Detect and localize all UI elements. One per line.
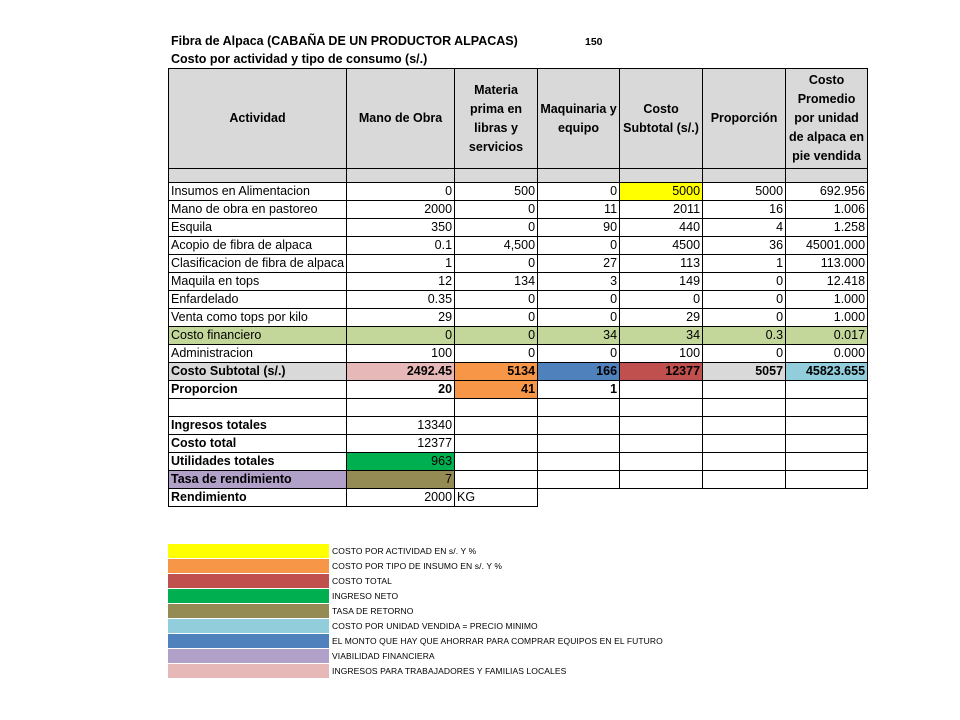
col-header-costo-subtotal: Costo Subtotal (s/.) [620,69,703,169]
legend-item [168,648,663,663]
table-cell: 12.418 [786,273,868,291]
utilidades-value: 963 [347,453,455,471]
summary-rendimiento-row [169,489,868,507]
col-header-maquinaria: Maquinaria y equipo [538,69,620,169]
summary-costo-row [169,435,868,453]
col-header-proporcion: Proporción [703,69,786,169]
legend-text: COSTO TOTAL [332,575,392,586]
legend-swatch [168,604,329,618]
utilidades-label: Utilidades totales [169,453,347,471]
col-header-materia-prima: Materia prima en libras y servicios [455,69,538,169]
table-row [169,255,868,273]
ingresos-value: 13340 [347,417,455,435]
row-label: Esquila [169,219,347,237]
table-cell: 3 [538,273,620,291]
row-label: Clasificacion de fibra de alpaca [169,255,347,273]
col-header-costo-promedio: Costo Promedio por unidad de alpaca en pie vendida [786,69,868,169]
subtotal-label: Costo Subtotal (s/.) [169,363,347,381]
table-cell: 1.000 [786,309,868,327]
legend-swatch [168,619,329,633]
table-cell: 0 [455,345,538,363]
table-row [169,327,868,345]
table-cell: 2011 [620,201,703,219]
table-cell: 1 [347,255,455,273]
legend-swatch [168,664,329,678]
legend-item [168,618,663,633]
table-cell: 0 [703,309,786,327]
proporcion-label: Proporcion [169,381,347,399]
legend-item [168,558,663,573]
table-cell: 500 [455,183,538,201]
table-cell: 11 [538,201,620,219]
table-cell: 0 [538,345,620,363]
summary-tasa-row [169,471,868,489]
table-cell: 0 [538,183,620,201]
table-cell: 0.1 [347,237,455,255]
table-cell: 29 [347,309,455,327]
table-row [169,183,868,201]
table-cell: 1.258 [786,219,868,237]
table-cell: 100 [620,345,703,363]
table-row [169,291,868,309]
row-label: Venta como tops por kilo [169,309,347,327]
rendimiento-unit: KG [455,489,538,507]
table-cell: 0 [455,255,538,273]
subtotal-maquinaria: 166 [538,363,620,381]
table-cell: 0.017 [786,327,868,345]
table-cell: 113 [620,255,703,273]
table-row [169,237,868,255]
table-cell: 5000 [703,183,786,201]
sheet-title: Fibra de Alpaca (CABAÑA DE UN PRODUCTOR ALPACAS) [171,34,518,48]
table-row [169,219,868,237]
table-cell: 5000 [620,183,703,201]
row-label: Administracion [169,345,347,363]
legend-text: EL MONTO QUE HAY QUE AHORRAR PARA COMPRAR EQUIPOS EN EL FUTURO [332,635,663,646]
costo-total-value: 12377 [347,435,455,453]
proporcion-materia-prima: 41 [455,381,538,399]
tasa-label: Tasa de rendimiento [169,471,347,489]
legend-text: COSTO POR UNIDAD VENDIDA = PRECIO MINIMO [332,620,538,631]
table-cell: 4,500 [455,237,538,255]
legend-text: COSTO POR TIPO DE INSUMO EN s/. Y % [332,560,503,571]
col-header-mano-obra: Mano de Obra [347,69,455,169]
table-cell: 113.000 [786,255,868,273]
table-cell: 0 [347,183,455,201]
table-cell: 0 [703,273,786,291]
table-cell: 0 [703,345,786,363]
col-header-actividad: Actividad [169,69,347,169]
legend-swatch [168,544,329,558]
row-label: Costo financiero [169,327,347,345]
table-cell: 0 [455,309,538,327]
table-cell: 0 [538,291,620,309]
subtotal-mano-obra: 2492.45 [347,363,455,381]
blank-row [169,399,868,417]
table-cell: 4500 [620,237,703,255]
table-cell: 0 [455,219,538,237]
spacer-row [169,169,868,183]
cost-table [168,68,868,507]
table-row [169,273,868,291]
table-cell: 149 [620,273,703,291]
legend-item [168,603,663,618]
table-cell: 36 [703,237,786,255]
table-cell: 1 [703,255,786,273]
legend-swatch [168,649,329,663]
costo-total-label: Costo total [169,435,347,453]
subtotal-costo: 12377 [620,363,703,381]
legend-item [168,663,663,678]
legend-item [168,573,663,588]
legend-item [168,543,663,558]
table-cell: 440 [620,219,703,237]
legend-text: INGRESO NETO [332,590,399,601]
table-cell: 0 [347,327,455,345]
rendimiento-value: 2000 [347,489,455,507]
row-label: Mano de obra en pastoreo [169,201,347,219]
legend-text: VIABILIDAD FINANCIERA [332,650,435,661]
table-row [169,309,868,327]
table-cell: 0 [538,309,620,327]
header-row [169,69,868,169]
table-cell: 34 [620,327,703,345]
table-cell: 100 [347,345,455,363]
proporcion-maquinaria: 1 [538,381,620,399]
color-legend [168,543,663,678]
table-cell: 1.000 [786,291,868,309]
row-label: Acopio de fibra de alpaca [169,237,347,255]
table-cell: 16 [703,201,786,219]
table-cell: 0 [455,291,538,309]
table-cell: 34 [538,327,620,345]
legend-swatch [168,559,329,573]
legend-text: TASA DE RETORNO [332,605,414,616]
table-cell: 0 [455,201,538,219]
row-label: Maquila en tops [169,273,347,291]
activity-rows [169,183,868,363]
table-cell: 90 [538,219,620,237]
proporcion-mano-obra: 20 [347,381,455,399]
table-cell: 0.000 [786,345,868,363]
table-cell: 0 [703,291,786,309]
table-cell: 0 [455,327,538,345]
table-cell: 1.006 [786,201,868,219]
legend-swatch [168,574,329,588]
row-label: Enfardelado [169,291,347,309]
legend-swatch [168,634,329,648]
summary-ingresos-row [169,417,868,435]
subtotal-costo-promedio: 45823.655 [786,363,868,381]
rendimiento-label: Rendimiento [169,489,347,507]
table-cell: 350 [347,219,455,237]
row-label: Insumos en Alimentacion [169,183,347,201]
tasa-value: 7 [347,471,455,489]
legend-item [168,633,663,648]
side-number: 150 [585,36,603,48]
table-cell: 4 [703,219,786,237]
proporcion-row [169,381,868,399]
legend-swatch [168,589,329,603]
table-row [169,345,868,363]
table-cell: 0.3 [703,327,786,345]
sheet-subtitle: Costo por actividad y tipo de consumo (s/.) [171,52,428,66]
legend-item [168,588,663,603]
table-cell: 0.35 [347,291,455,309]
table-cell: 12 [347,273,455,291]
table-cell: 45001.000 [786,237,868,255]
summary-utilidades-row [169,453,868,471]
table-cell: 29 [620,309,703,327]
table-cell: 0 [620,291,703,309]
table-cell: 134 [455,273,538,291]
legend-text: INGRESOS PARA TRABAJADORES Y FAMILIAS LOCALES [332,665,567,676]
subtotal-proporcion: 5057 [703,363,786,381]
subtotal-row [169,363,868,381]
table-row [169,201,868,219]
table-cell: 0 [538,237,620,255]
table-cell: 27 [538,255,620,273]
table-cell: 2000 [347,201,455,219]
legend-text: COSTO POR ACTIVIDAD EN s/. Y % [332,545,477,556]
subtotal-materia-prima: 5134 [455,363,538,381]
table-cell: 692.956 [786,183,868,201]
ingresos-label: Ingresos totales [169,417,347,435]
